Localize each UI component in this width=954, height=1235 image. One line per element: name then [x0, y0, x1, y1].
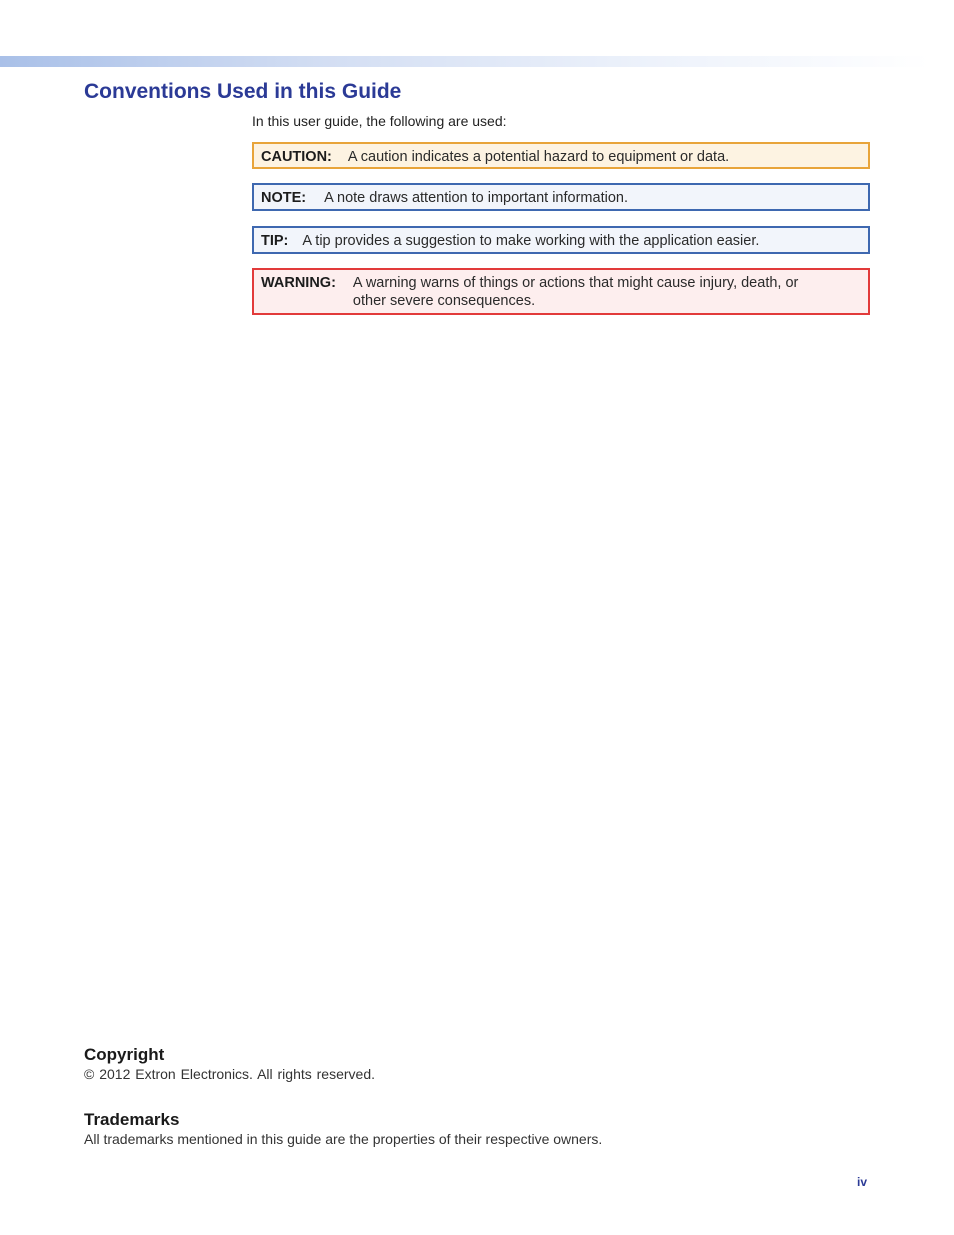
caution-label: CAUTION:	[261, 149, 332, 165]
page-number: iv	[857, 1175, 868, 1189]
copyright-text: © 2012 Extron Electronics. All rights reserved.	[84, 1066, 375, 1082]
copyright-heading: Copyright	[84, 1045, 165, 1064]
caution-text: A caution indicates a potential hazard to equipment or data.	[347, 149, 730, 165]
note-label: NOTE:	[261, 190, 307, 206]
header-gradient-bar	[0, 56, 930, 67]
warning-callout	[252, 268, 870, 315]
tip-label: TIP:	[261, 233, 289, 249]
note-text: A note draws attention to important information.	[324, 190, 628, 206]
caution-callout	[252, 142, 870, 169]
warning-label: WARNING:	[261, 275, 336, 291]
trademarks-heading: Trademarks	[84, 1110, 180, 1129]
section-title: Conventions Used in this Guide	[84, 80, 402, 103]
tip-callout	[252, 226, 870, 254]
warning-text: A warning warns of things or actions that might cause injury, death, or other severe consequences.	[352, 275, 799, 309]
trademarks-text: All trademarks mentioned in this guide are the properties of their respective owners.	[84, 1131, 603, 1147]
conventions-intro: In this user guide, the following are used:	[252, 113, 507, 129]
note-callout	[252, 183, 870, 211]
tip-text: A tip provides a suggestion to make working with the application easier.	[302, 233, 760, 249]
